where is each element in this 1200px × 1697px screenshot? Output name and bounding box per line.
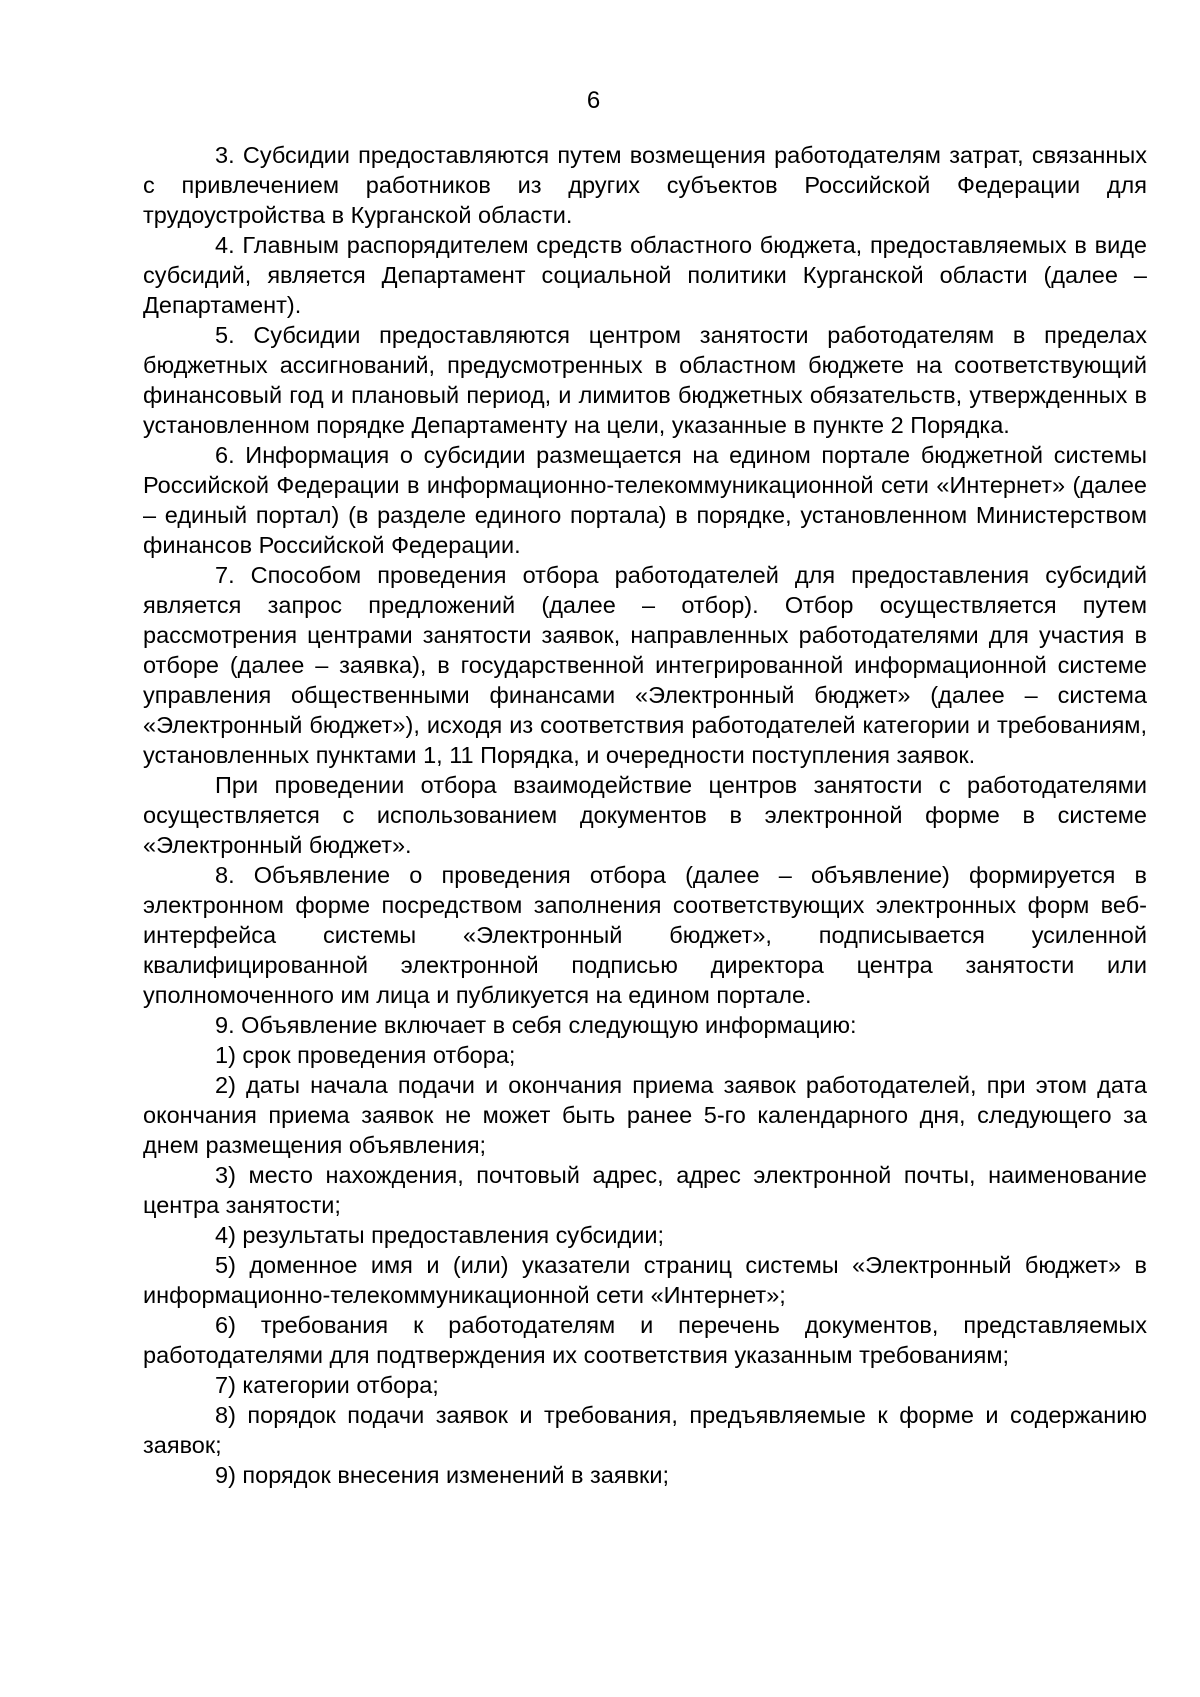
paragraph-3: 3. Субсидии предоставляются путем возмещения работодателям затрат, связанных с привлечением работников из других субъектов Российской Федерации для трудоустройства в Курганской области. — [143, 142, 1147, 228]
list-item-6: 6) требования к работодателям и перечень документов, представляемых работодателями для подтверждения их соответствия указанным требованиям; — [143, 1312, 1147, 1368]
paragraph-7-continued: При проведении отбора взаимодействие центров занятости с работодателями осуществляется с использованием документов в электронной форме в системе «Электронный бюджет». — [143, 772, 1147, 858]
list-item-7: 7) категории отбора; — [215, 1372, 439, 1398]
list-item-3: 3) место нахождения, почтовый адрес, адрес электронной почты, наименование центра занятости; — [143, 1162, 1147, 1218]
paragraph-9: 9. Объявление включает в себя следующую информацию: — [215, 1012, 857, 1038]
paragraph-6: 6. Информация о субсидии размещается на едином портале бюджетной системы Российской Федерации в информационно-телекоммуникационной сети «Интернет» (далее – единый портал) (в разделе единого портала) в порядке, установленном Министерством финансов Российской Федерации. — [143, 442, 1147, 558]
document-body — [143, 140, 1147, 1490]
paragraph-7: 7. Способом проведения отбора работодателей для предоставления субсидий является запрос предложений (далее – отбор). Отбор осуществляется путем рассмотрения центрами занятости заявок, направленных работодателями для участия в отборе (далее – заявка), в государственной интегрированной информационной системе управления общественными финансами «Электронный бюджет» (далее – система «Электронный бюджет»), исходя из соответствия работодателей категории и требованиям, установленных пунктами 1, 11 Порядка, и очередности поступления заявок. — [143, 562, 1147, 768]
page-number: 6 — [586, 87, 601, 114]
list-item-1: 1) срок проведения отбора; — [215, 1042, 516, 1068]
list-item-8: 8) порядок подачи заявок и требования, предъявляемые к форме и содержанию заявок; — [143, 1402, 1147, 1458]
list-item-2: 2) даты начала подачи и окончания приема заявок работодателей, при этом дата окончания приема заявок не может быть ранее 5-го календарного дня, следующего за днем размещения объявления; — [143, 1072, 1147, 1158]
list-item-4: 4) результаты предоставления субсидии; — [215, 1222, 665, 1248]
list-item-5: 5) доменное имя и (или) указатели страниц системы «Электронный бюджет» в информационно-телекоммуникационной сети «Интернет»; — [143, 1252, 1147, 1308]
paragraph-4: 4. Главным распорядителем средств областного бюджета, предоставляемых в виде субсидий, является Департамент социальной политики Курганской области (далее – Департамент). — [143, 232, 1147, 318]
paragraph-5: 5. Субсидии предоставляются центром занятости работодателям в пределах бюджетных ассигнований, предусмотренных в областном бюджете на соответствующий финансовый год и плановый период, и лимитов бюджетных обязательств, утвержденных в установленном порядке Департаменту на цели, указанные в пункте 2 Порядка. — [143, 322, 1147, 438]
paragraph-8: 8. Объявление о проведения отбора (далее – объявление) формируется в электронном форме посредством заполнения соответствующих электронных форм веб-интерфейса системы «Электронный бюджет», подписывается усиленной квалифицированной электронной подписью директора центра занятости или уполномоченного им лица и публикуется на едином портале. — [143, 862, 1147, 1008]
list-item-9: 9) порядок внесения изменений в заявки; — [215, 1462, 669, 1488]
